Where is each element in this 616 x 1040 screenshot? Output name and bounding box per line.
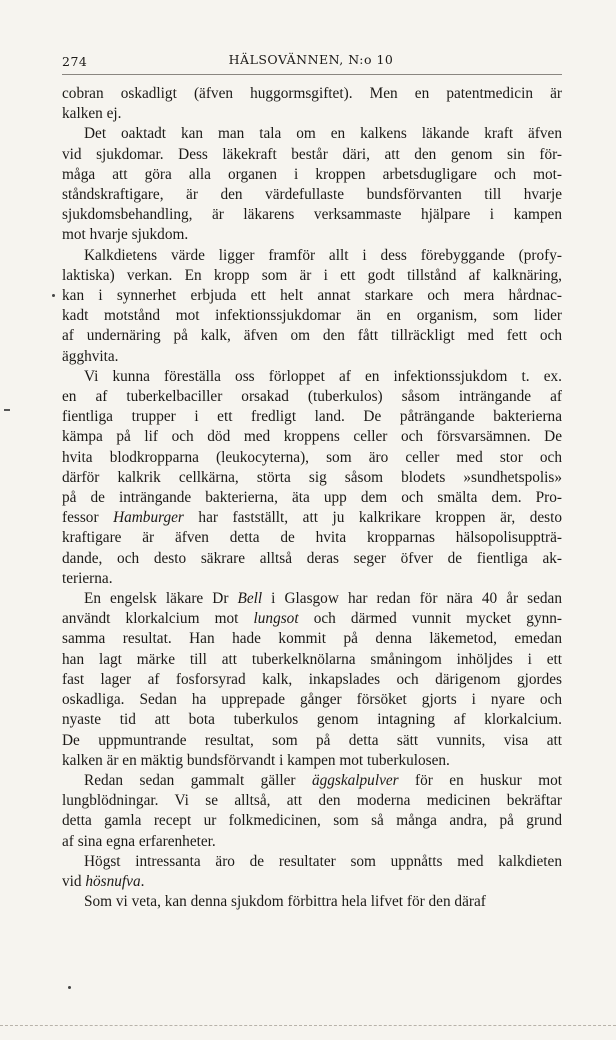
text-line: kadt motstånd mot infektionssjukdomar än en organism, som lider xyxy=(62,307,562,325)
text-line: kraftigare är äfven detta de hvita kropparnas hälsopolisuppträ- xyxy=(62,529,562,547)
text-line: cobran oskadligt (äfven huggormsgiftet). Men en patentmedicin är xyxy=(62,85,562,102)
text-line: detta gamla recept ur folkmedicinen, som så många andra, på grund xyxy=(62,812,562,830)
text-line: Kalkdietens värde ligger framför allt i dess förebyggande (profy- xyxy=(84,246,562,264)
text-line: fientliga trupper i ett fredligt land. De påträngande bakterierna xyxy=(62,408,562,426)
page-edge xyxy=(0,1025,616,1026)
paragraph xyxy=(62,852,562,892)
text-line: kan i synnerhet erbjuda ett helt annat starkare och mera hårdnac- xyxy=(62,287,562,305)
text-line: En engelsk läkare Dr Bell i Glasgow har redan för nära 40 år sedan xyxy=(84,590,562,608)
text-line: Som vi veta, kan denna sjukdom förbittra hela lifvet för den däraf xyxy=(84,893,486,911)
margin-mark xyxy=(4,409,10,411)
running-title: HÄLSOVÄNNEN, N:o 10 xyxy=(228,52,394,67)
italic-term: Bell xyxy=(237,590,263,608)
paragraph xyxy=(62,892,562,912)
italic-term: hösnufva xyxy=(85,872,141,890)
text-line: mot hvarje sjukdom. xyxy=(62,226,189,244)
paragraph xyxy=(62,84,562,124)
text-line: därför kalkrik cellkärna, störta sig såsom blodets »sundhetspolis» xyxy=(62,468,562,486)
text-line: vid sjukdomar. Dess läkekraft består däri, att den genom sin för- xyxy=(62,145,562,163)
text-line: Det oaktadt kan man tala om en kalkens läkande kraft äfven xyxy=(84,125,562,143)
italic-term: äggskalpulver xyxy=(311,771,399,789)
text-line: samma resultat. Han hade kommit på denna läkemetod, emedan xyxy=(62,630,562,648)
text-line: lungblödningar. Vi se alltså, att den moderna medicinen bekräftar xyxy=(62,792,562,810)
text-line: vid hösnufva. xyxy=(62,872,145,890)
paragraph xyxy=(62,771,562,852)
article-body xyxy=(62,84,562,912)
text-line: en af tuberkelbaciller orsakad (tuberkulos) såsom inträngande af xyxy=(62,388,562,406)
text-line: sjukdomsbehandling, är läkarens verksammaste hjälpare i kampen xyxy=(62,206,562,224)
paragraph xyxy=(62,246,562,367)
text-line: fast lager af fosforsyrad kalk, inkapslades och därigenom gjordes xyxy=(62,670,562,688)
text-line: kalken är en mäktig bundsförvandt i kampen mot tuberkulosen. xyxy=(62,751,450,769)
text-line: användt klorkalcium mot lungsot och därmed vunnit mycket gynn- xyxy=(62,610,562,628)
margin-dot xyxy=(68,986,71,989)
header-rule xyxy=(62,74,562,75)
text-line: terierna. xyxy=(62,569,113,587)
text-line: laktiska) verkan. En kropp som är i ett godt tillstånd af kalknäring, xyxy=(62,266,562,284)
text-line: De uppmuntrande resultat, som på detta sätt vunnits, visa att xyxy=(62,731,562,749)
margin-dot xyxy=(52,294,55,297)
paragraph xyxy=(62,589,562,771)
text-line: ståndskraftigare, är den värdefullaste bundsförvanten till hvarje xyxy=(62,186,562,204)
paragraph xyxy=(62,124,562,245)
text-line: fessor Hamburger har fastställt, att ju kalkrikare kroppen är, desto xyxy=(62,509,562,527)
text-line: dande, och desto säkrare alltså deras seger öfver de fientliga ak- xyxy=(62,549,562,567)
paragraph xyxy=(62,367,562,589)
text-line: måga att göra alla organen i kroppen arbetsdugligare och mot- xyxy=(62,165,562,183)
text-line: oskadliga. Sedan ha upprepade gånger försöket gjorts i nyare och xyxy=(62,691,562,709)
italic-term: lungsot xyxy=(253,610,299,628)
text-line: af sina egna erfarenheter. xyxy=(62,832,216,850)
text-line: han lagt märke till att tuberkelknölarna småningom inhöljdes i ett xyxy=(62,650,562,668)
page-header xyxy=(62,52,560,72)
page-number: 274 xyxy=(62,54,88,69)
text-line: kämpa på lif och död med kroppens celler och försvarsämnen. De xyxy=(62,428,562,446)
text-line: på de inträngande bakterierna, äta upp dem och smälta dem. Pro- xyxy=(62,489,562,507)
italic-term: Hamburger xyxy=(113,509,184,527)
text-line: af undernäring på kalk, äfven om den fått tillräckligt med fett och xyxy=(62,327,562,345)
text-line: Högst intressanta äro de resultater som uppnåtts med kalkdieten xyxy=(84,852,562,870)
text-line: kalken ej. xyxy=(62,105,122,123)
text-line: ägghvita. xyxy=(62,347,119,365)
text-line: hvita blodkropparna (leukocyterna), som äro celler med stor och xyxy=(62,448,562,466)
text-line: Redan sedan gammalt gäller äggskalpulver för en huskur mot xyxy=(84,771,562,789)
text-line: nyaste tid att bota tuberkulos genom intagning af klorkalcium. xyxy=(62,711,562,729)
text-line: Vi kunna föreställa oss förloppet af en infektionssjukdom t. ex. xyxy=(84,367,562,385)
